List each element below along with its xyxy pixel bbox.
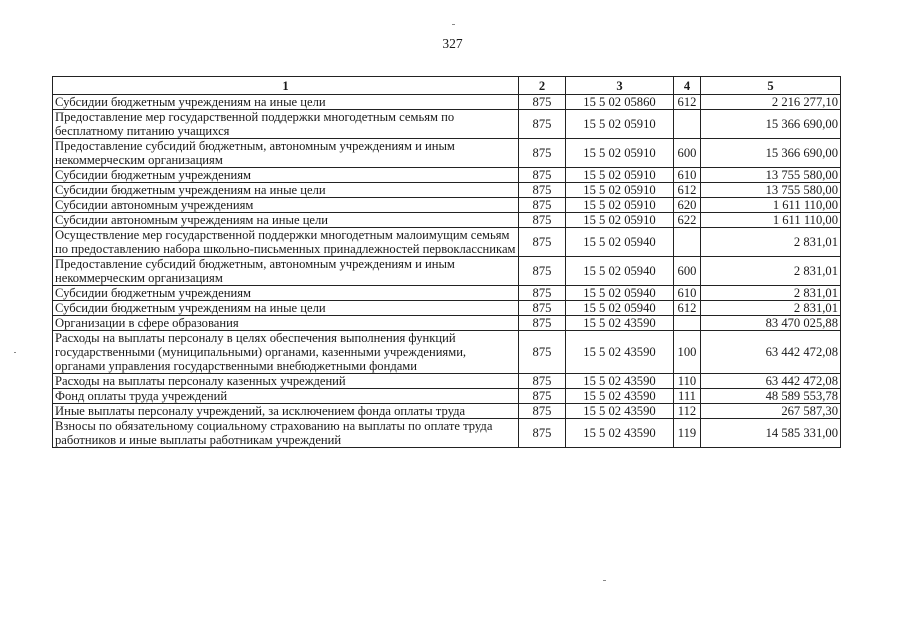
row-target-article: 15 5 02 43590 xyxy=(566,316,674,331)
row-amount: 63 442 472,08 xyxy=(701,374,841,389)
column-header-5: 5 xyxy=(701,77,841,95)
row-amount: 2 216 277,10 xyxy=(701,95,841,110)
table-row xyxy=(53,198,841,213)
row-amount: 2 831,01 xyxy=(701,286,841,301)
row-expense-type: 612 xyxy=(674,95,701,110)
row-amount: 63 442 472,08 xyxy=(701,331,841,374)
table-row xyxy=(53,168,841,183)
row-description: Субсидии бюджетным учреждениям на иные цели xyxy=(53,183,519,198)
row-target-article: 15 5 02 43590 xyxy=(566,404,674,419)
scan-speck xyxy=(14,352,16,353)
row-amount: 48 589 553,78 xyxy=(701,389,841,404)
row-amount: 83 470 025,88 xyxy=(701,316,841,331)
row-target-article: 15 5 02 05910 xyxy=(566,183,674,198)
row-target-article: 15 5 02 05860 xyxy=(566,95,674,110)
row-ministry-code: 875 xyxy=(519,139,566,168)
row-expense-type: 612 xyxy=(674,183,701,198)
row-expense-type: 112 xyxy=(674,404,701,419)
row-target-article: 15 5 02 05910 xyxy=(566,110,674,139)
row-description: Предоставление мер государственной поддержки многодетным семьям по бесплатному питанию учащихся xyxy=(53,110,519,139)
row-description: Иные выплаты персоналу учреждений, за исключением фонда оплаты труда xyxy=(53,404,519,419)
row-description: Организации в сфере образования xyxy=(53,316,519,331)
row-expense-type xyxy=(674,110,701,139)
row-description: Предоставление субсидий бюджетным, автономным учреждениям и иным некоммерческим организациям xyxy=(53,257,519,286)
row-expense-type xyxy=(674,228,701,257)
row-expense-type: 622 xyxy=(674,213,701,228)
row-target-article: 15 5 02 05910 xyxy=(566,139,674,168)
table-row xyxy=(53,419,841,448)
column-header-2: 2 xyxy=(519,77,566,95)
table-row xyxy=(53,301,841,316)
row-expense-type: 600 xyxy=(674,257,701,286)
table-row xyxy=(53,286,841,301)
row-expense-type: 612 xyxy=(674,301,701,316)
row-amount: 267 587,30 xyxy=(701,404,841,419)
row-ministry-code: 875 xyxy=(519,286,566,301)
row-description: Субсидии бюджетным учреждениям xyxy=(53,286,519,301)
row-expense-type: 610 xyxy=(674,168,701,183)
column-header-3: 3 xyxy=(566,77,674,95)
row-description: Субсидии бюджетным учреждениям на иные цели xyxy=(53,95,519,110)
row-target-article: 15 5 02 05940 xyxy=(566,257,674,286)
row-amount: 2 831,01 xyxy=(701,257,841,286)
row-target-article: 15 5 02 43590 xyxy=(566,419,674,448)
row-target-article: 15 5 02 43590 xyxy=(566,374,674,389)
table-row xyxy=(53,110,841,139)
row-amount: 15 366 690,00 xyxy=(701,139,841,168)
row-ministry-code: 875 xyxy=(519,374,566,389)
row-amount: 2 831,01 xyxy=(701,228,841,257)
row-description: Расходы на выплаты персоналу казенных учреждений xyxy=(53,374,519,389)
row-description: Субсидии автономным учреждениям на иные цели xyxy=(53,213,519,228)
row-expense-type: 119 xyxy=(674,419,701,448)
row-target-article: 15 5 02 43590 xyxy=(566,331,674,374)
table-row xyxy=(53,331,841,374)
row-amount: 1 611 110,00 xyxy=(701,213,841,228)
table-row xyxy=(53,95,841,110)
table-row xyxy=(53,213,841,228)
row-description: Фонд оплаты труда учреждений xyxy=(53,389,519,404)
row-amount: 13 755 580,00 xyxy=(701,168,841,183)
row-target-article: 15 5 02 05910 xyxy=(566,168,674,183)
table-row xyxy=(53,257,841,286)
scan-speck xyxy=(452,24,455,25)
row-ministry-code: 875 xyxy=(519,257,566,286)
column-header-4: 4 xyxy=(674,77,701,95)
row-ministry-code: 875 xyxy=(519,301,566,316)
row-description: Предоставление субсидий бюджетным, автономным учреждениям и иным некоммерческим организациям xyxy=(53,139,519,168)
row-target-article: 15 5 02 05910 xyxy=(566,198,674,213)
budget-table xyxy=(52,76,841,448)
row-ministry-code: 875 xyxy=(519,404,566,419)
row-expense-type xyxy=(674,316,701,331)
row-description: Расходы на выплаты персоналу в целях обеспечения выполнения функций государственными (муниципальными) органами, казенными учреждениями, органами управления государственными внебюджетными фондами xyxy=(53,331,519,374)
row-ministry-code: 875 xyxy=(519,183,566,198)
table-row xyxy=(53,228,841,257)
table-row xyxy=(53,374,841,389)
row-expense-type: 110 xyxy=(674,374,701,389)
row-description: Взносы по обязательному социальному страхованию на выплаты по оплате труда работников и иные выплаты работникам учреждений xyxy=(53,419,519,448)
row-ministry-code: 875 xyxy=(519,110,566,139)
row-target-article: 15 5 02 05910 xyxy=(566,213,674,228)
row-expense-type: 610 xyxy=(674,286,701,301)
row-ministry-code: 875 xyxy=(519,95,566,110)
table-body xyxy=(53,95,841,448)
table-row xyxy=(53,183,841,198)
row-ministry-code: 875 xyxy=(519,228,566,257)
row-expense-type: 600 xyxy=(674,139,701,168)
row-target-article: 15 5 02 43590 xyxy=(566,389,674,404)
row-target-article: 15 5 02 05940 xyxy=(566,301,674,316)
row-description: Субсидии бюджетным учреждениям xyxy=(53,168,519,183)
row-amount: 1 611 110,00 xyxy=(701,198,841,213)
row-description: Субсидии автономным учреждениям xyxy=(53,198,519,213)
row-target-article: 15 5 02 05940 xyxy=(566,286,674,301)
table-row xyxy=(53,404,841,419)
row-ministry-code: 875 xyxy=(519,389,566,404)
page-number: 327 xyxy=(442,36,463,51)
row-amount: 2 831,01 xyxy=(701,301,841,316)
row-ministry-code: 875 xyxy=(519,316,566,331)
row-amount: 14 585 331,00 xyxy=(701,419,841,448)
row-ministry-code: 875 xyxy=(519,331,566,374)
table-row xyxy=(53,389,841,404)
row-ministry-code: 875 xyxy=(519,213,566,228)
row-expense-type: 111 xyxy=(674,389,701,404)
row-amount: 15 366 690,00 xyxy=(701,110,841,139)
table-row xyxy=(53,316,841,331)
row-ministry-code: 875 xyxy=(519,168,566,183)
row-ministry-code: 875 xyxy=(519,198,566,213)
table-row xyxy=(53,139,841,168)
row-expense-type: 620 xyxy=(674,198,701,213)
column-header-1: 1 xyxy=(53,77,519,95)
row-target-article: 15 5 02 05940 xyxy=(566,228,674,257)
table-header-row xyxy=(53,77,841,95)
row-ministry-code: 875 xyxy=(519,419,566,448)
scan-speck xyxy=(603,580,606,581)
row-description: Осуществление мер государственной поддержки многодетным малоимущим семьям по предоставлению набора школьно-письменных принадлежностей первоклассникам xyxy=(53,228,519,257)
row-expense-type: 100 xyxy=(674,331,701,374)
row-description: Субсидии бюджетным учреждениям на иные цели xyxy=(53,301,519,316)
row-amount: 13 755 580,00 xyxy=(701,183,841,198)
